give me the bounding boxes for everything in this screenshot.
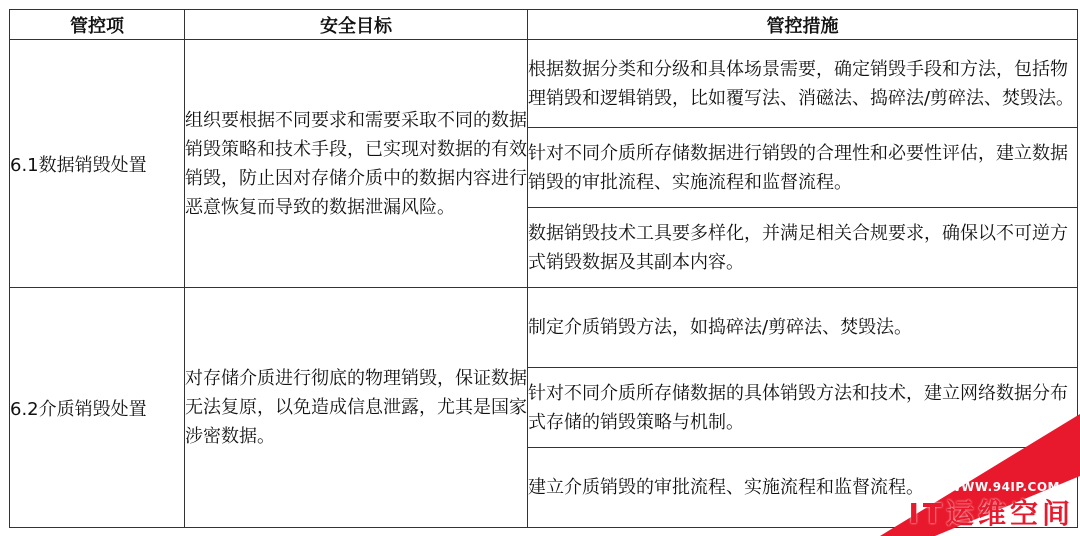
measure-cell: 制定介质销毁方法，如捣碎法/剪碎法、焚毁法。	[528, 288, 1078, 368]
security-goal-cell: 对存储介质进行彻底的物理销毁，保证数据无法复原，以免造成信息泄露，尤其是国家涉密数据。	[185, 288, 528, 528]
security-goal-cell: 组织要根据不同要求和需要采取不同的数据销毁策略和技术手段，已实现对数据的有效销毁，防止因对存储介质中的数据内容进行恶意恢复而导致的数据泄漏风险。	[185, 40, 528, 288]
control-item-cell: 6.2介质销毁处置	[10, 288, 185, 528]
table-row	[10, 288, 1078, 368]
header-control-item: 管控项	[10, 10, 185, 40]
table-row	[10, 40, 1078, 128]
header-row	[10, 10, 1078, 40]
measure-cell: 针对不同介质所存储数据的具体销毁方法和技术，建立网络数据分布式存储的销毁策略与机制。	[528, 368, 1078, 448]
measure-cell: 数据销毁技术工具要多样化，并满足相关合规要求，确保以不可逆方式销毁数据及其副本内容。	[528, 208, 1078, 288]
measure-cell: 根据数据分类和分级和具体场景需要，确定销毁手段和方法，包括物理销毁和逻辑销毁，比如覆写法、消磁法、捣碎法/剪碎法、焚毁法。	[528, 40, 1078, 128]
watermark-brand: IT运维空间	[908, 497, 1074, 530]
measure-cell: 针对不同介质所存储数据进行销毁的合理性和必要性评估，建立数据销毁的审批流程、实施流程和监督流程。	[528, 128, 1078, 208]
watermark	[840, 406, 1080, 536]
header-security-goal: 安全目标	[185, 10, 528, 40]
measure-cell: 建立介质销毁的审批流程、实施流程和监督流程。	[528, 448, 1078, 528]
watermark-url: WWW.94IP.COM	[947, 480, 1060, 494]
header-control-measures: 管控措施	[528, 10, 1078, 40]
control-item-cell: 6.1数据销毁处置	[10, 40, 185, 288]
